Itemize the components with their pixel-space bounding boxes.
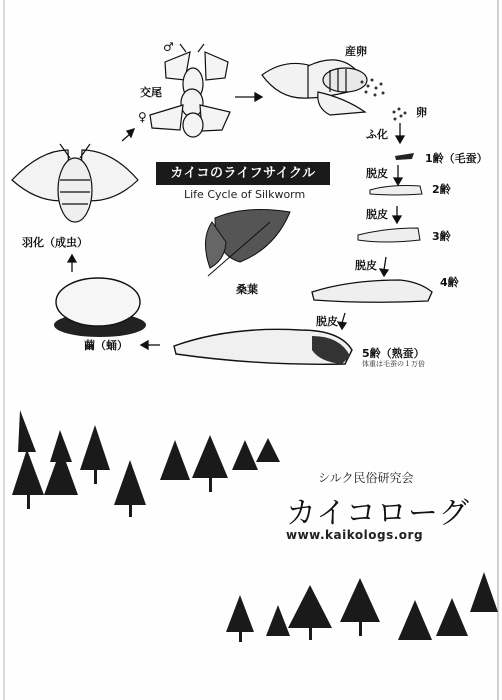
mulberry-leaf-label: 桑葉 xyxy=(236,283,258,296)
cocoon-label: 繭（蛹） xyxy=(84,339,128,352)
egg-laying-label: 産卵 xyxy=(345,45,367,58)
instar5-label: 5齢（熟蚕） xyxy=(362,347,425,360)
weight-note: 体重は毛蚕の１万倍 xyxy=(362,360,425,368)
page-subtitle: Life Cycle of Silkworm xyxy=(184,188,306,201)
egg-cluster xyxy=(361,79,407,121)
instar4-label: 4齢 xyxy=(440,276,459,289)
organization-name: シルク民俗研究会 xyxy=(318,471,414,485)
website-url: www.kaikologs.org xyxy=(286,528,424,542)
larva-stage5-illustration xyxy=(174,329,352,364)
molt-label-2: 脱皮 xyxy=(366,208,388,221)
cocoon-illustration xyxy=(54,278,146,337)
male-symbol: ♂ xyxy=(163,40,174,54)
female-symbol: ♀ xyxy=(138,110,147,124)
mating-moths-illustration xyxy=(150,44,230,137)
larva-stage2-illustration xyxy=(370,186,422,196)
mating-label: 交尾 xyxy=(140,86,162,99)
larva-stage3-illustration xyxy=(358,228,420,242)
mulberry-leaf-illustration xyxy=(205,210,290,276)
molt-label-1: 脱皮 xyxy=(366,167,388,180)
hatching-label: ふ化 xyxy=(366,128,388,141)
larva-stage4-illustration xyxy=(312,280,432,302)
page-title: カイコのライフサイクル xyxy=(156,162,330,185)
molt-label-3: 脱皮 xyxy=(355,259,377,272)
egg-laying-moth-illustration xyxy=(262,60,367,115)
molt-label-4: 脱皮 xyxy=(316,315,338,328)
adult-moth-illustration xyxy=(12,144,138,222)
brand-logo-text: カイコローグ xyxy=(286,496,470,531)
egg-label: 卵 xyxy=(416,106,427,119)
instar3-label: 3齢 xyxy=(432,230,451,243)
instar1-label: 1齢（毛蚕） xyxy=(425,152,488,165)
instar2-label: 2齢 xyxy=(432,183,451,196)
larva-stage1-illustration xyxy=(395,153,414,160)
emergence-label: 羽化（成虫） xyxy=(22,236,88,249)
